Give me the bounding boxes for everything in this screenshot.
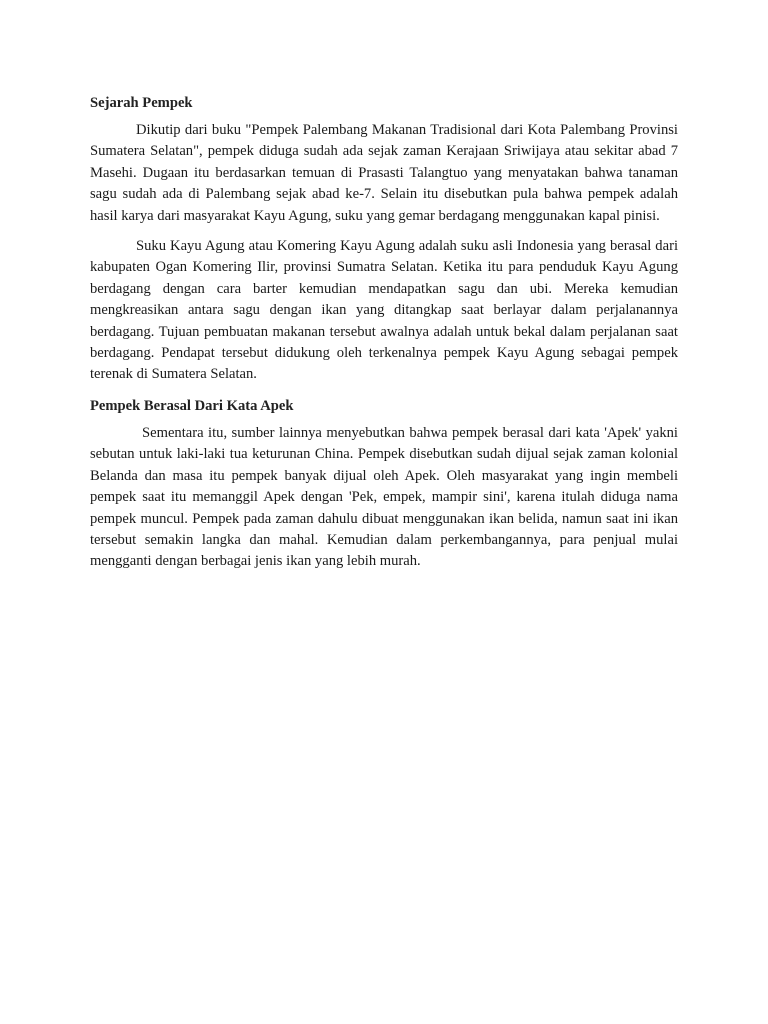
section-sejarah-pempek [90,92,678,386]
paragraph: Dikutip dari buku "Pempek Palembang Makanan Tradisional dari Kota Palembang Provinsi Sumatera Selatan", pempek diduga sudah ada sejak zaman Kerajaan Sriwijaya atau sekitar abad 7 Masehi. Dugaan itu berdasarkan temuan di Prasasti Talangtuo yang menyatakan bahwa tanaman sagu sudah ada di Palembang sejak abad ke-7. Selain itu disebutkan pula bahwa pempek adalah hasil karya dari masyarakat Kayu Agung, suku yang gemar berdagang menggunakan kapal pinisi. [90,122,678,224]
paragraph: Sementara itu, sumber lainnya menyebutkan bahwa pempek berasal dari kata 'Apek' yakni sebutan untuk laki-laki tua keturunan China. Pempek disebutkan sudah dijual sejak zaman kolonial Belanda dan masa itu pempek banyak dijual oleh Apek. Oleh masyarakat yang ingin membeli pempek saat itu memanggil Apek dengan 'Pek, empek, mampir sini', karena itulah diduga nama pempek muncul. Pempek pada zaman dahulu dibuat menggunakan ikan belida, namun saat ini ikan tersebut semakin langka dan mahal. Kemudian dalam perkembangannya, para penjual mulai mengganti dengan berbagai jenis ikan yang lebih murah. [90,424,678,570]
section-pempek-berasal-dari-kata-apek [90,395,678,573]
section-heading: Pempek Berasal Dari Kata Apek [90,397,294,414]
section-heading: Sejarah Pempek [90,95,193,111]
document-page [90,92,678,582]
paragraph: Suku Kayu Agung atau Komering Kayu Agung adalah suku asli Indonesia yang berasal dari kabupaten Ogan Komering Ilir, provinsi Sumatra Selatan. Ketika itu para penduduk Kayu Agung berdagang dengan cara barter kemudian mendapatkan sagu dan ubi. Mereka kemudian mengkreasikan antara sagu dengan ikan yang ditangkap saat berlayar dalam perjalanannya berdagang. Tujuan pembuatan makanan tersebut awalnya adalah untuk bekal dalam perjalanan saat berdagang. Pendapat tersebut didukung oleh terkenalnya pempek Kayu Agung sebagai pempek terenak di Sumatera Selatan. [90,238,678,383]
